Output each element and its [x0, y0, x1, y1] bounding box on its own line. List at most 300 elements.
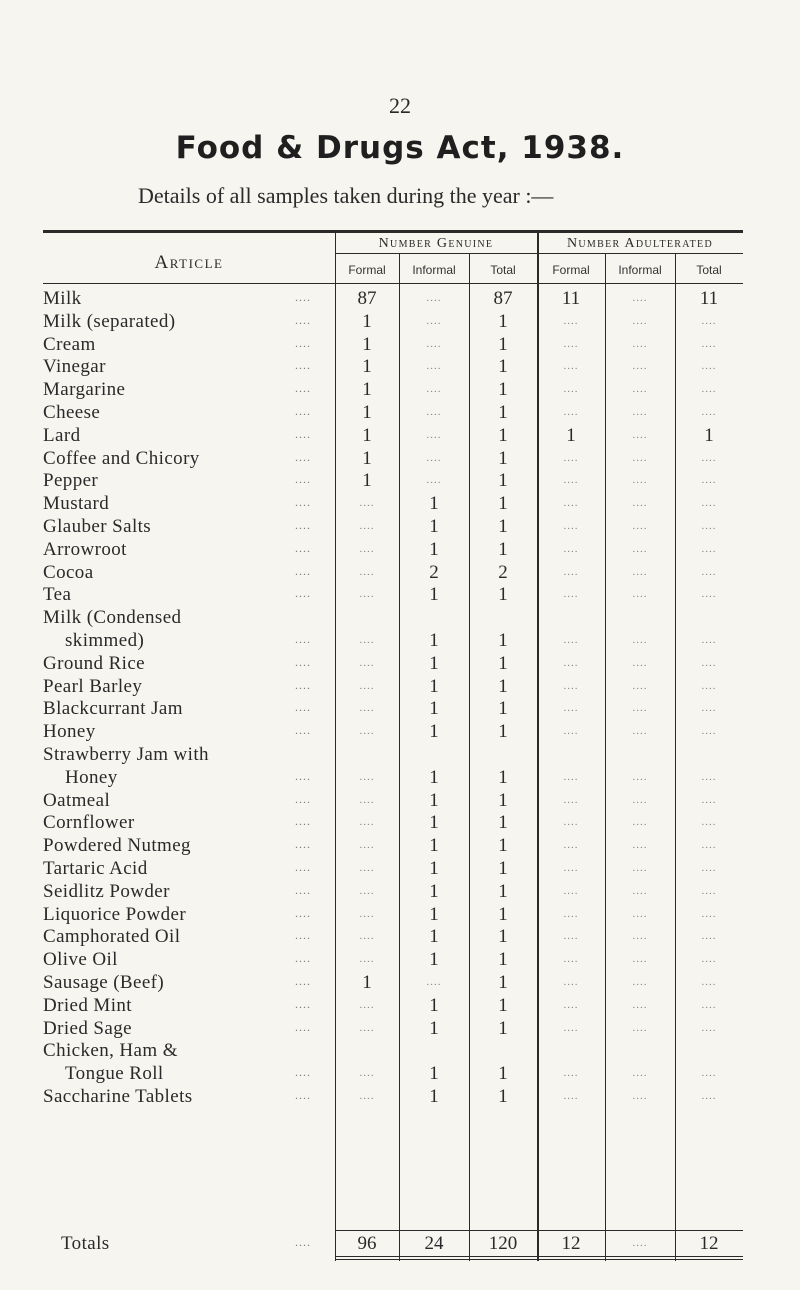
header-genuine-formal: Formal [348, 263, 386, 277]
cell-empty-marker: .... [701, 474, 717, 487]
cell-g-total: 1 [498, 629, 508, 651]
leader-dots: .... [295, 791, 311, 806]
cell-a-formal: 1 [566, 424, 576, 446]
table-row [43, 425, 743, 447]
cell-g-total: 1 [498, 835, 508, 857]
cell-empty-marker: .... [632, 907, 648, 920]
cell-g-total: 1 [498, 972, 508, 993]
cell-empty-marker: .... [359, 998, 375, 1011]
table-row [43, 949, 743, 971]
article-name: Sausage (Beef) [43, 972, 165, 993]
leader-dots: .... [295, 472, 311, 487]
cell-g-informal: 1 [429, 493, 439, 515]
header-number-adulterated: Number Adulterated [567, 236, 713, 251]
header-article: Article [154, 252, 224, 273]
cell-empty-marker: .... [701, 816, 717, 829]
cell-empty-marker: .... [563, 656, 579, 669]
cell-g-informal: 1 [429, 698, 439, 720]
cell-empty-marker: .... [701, 314, 717, 327]
article-name: Dried Sage [43, 1017, 132, 1039]
cell-g-informal: 1 [429, 903, 439, 925]
cell-empty-marker: .... [701, 542, 717, 555]
cell-empty-marker: .... [632, 520, 648, 532]
cell-empty-marker: .... [563, 406, 579, 418]
cell-g-total: 1 [498, 698, 508, 720]
cell-empty-marker: .... [701, 793, 717, 806]
cell-empty-marker: .... [701, 862, 717, 874]
cell-empty-marker: .... [701, 656, 717, 669]
cell-g-total: 1 [498, 880, 508, 902]
cell-empty-marker: .... [632, 314, 648, 327]
article-name: Cream [43, 333, 96, 355]
leader-dots: .... [295, 928, 311, 943]
page-number: 22 [389, 93, 411, 118]
cell-empty-marker: .... [632, 679, 648, 692]
cell-empty-marker: .... [632, 542, 648, 555]
totals-bottom-rule-2 [335, 1259, 743, 1260]
cell-g-informal: 1 [429, 652, 439, 674]
cell-g-informal: 1 [429, 926, 439, 948]
cell-g-formal: 1 [362, 356, 372, 378]
cell-empty-marker: .... [632, 588, 648, 601]
cell-empty-marker: .... [632, 1237, 648, 1249]
cell-empty-marker: .... [359, 839, 375, 852]
cell-empty-marker: .... [563, 976, 579, 988]
article-name: Oatmeal [43, 789, 111, 811]
cell-g-total: 1 [498, 766, 508, 788]
totals-top-rule [335, 1230, 743, 1231]
cell-empty-marker: .... [701, 588, 717, 601]
cell-empty-marker: .... [563, 793, 579, 806]
cell-empty-marker: .... [563, 679, 579, 692]
table-row [43, 448, 743, 470]
cell-empty-marker: .... [701, 565, 717, 578]
cell-g-informal: 1 [429, 1017, 439, 1039]
leader-dots: .... [295, 974, 311, 988]
cell-empty-marker: .... [632, 656, 648, 669]
cell-g-formal: 1 [362, 310, 372, 332]
table-row [43, 607, 743, 651]
article-name: Pearl Barley [43, 675, 143, 697]
cell-empty-marker: .... [426, 976, 442, 988]
cell-empty-marker: .... [563, 816, 579, 829]
table-row [43, 698, 743, 720]
table-row [43, 926, 743, 948]
leader-dots: .... [295, 404, 311, 418]
cell-empty-marker: .... [632, 1021, 648, 1034]
page-subtitle: Details of all samples taken during the year :— [138, 183, 554, 208]
cell-empty-marker: .... [359, 702, 375, 715]
table-row [43, 584, 743, 606]
table-row [43, 790, 743, 812]
cell-g-informal: 1 [429, 584, 439, 606]
cell-empty-marker: .... [701, 679, 717, 692]
cell-empty-marker: .... [632, 292, 648, 304]
table-row [43, 812, 743, 834]
leader-dots: .... [295, 335, 311, 350]
cell-empty-marker: .... [359, 725, 375, 738]
cell-a-total: 1 [704, 424, 714, 446]
cell-g-informal: 2 [429, 561, 439, 583]
article-name: Mustard [43, 493, 110, 515]
header-group-rule [335, 253, 743, 254]
cell-empty-marker: .... [563, 474, 579, 487]
cell-empty-marker: .... [359, 588, 375, 601]
cell-g-total: 1 [498, 424, 508, 446]
article-name: Liquorice Powder [43, 903, 187, 925]
cell-empty-marker: .... [701, 1090, 717, 1102]
table-row [43, 1040, 743, 1085]
cell-g-informal: 1 [429, 789, 439, 811]
cell-empty-marker: .... [563, 907, 579, 920]
cell-empty-marker: .... [359, 793, 375, 806]
article-name: Milk [43, 288, 82, 309]
cell-empty-marker: .... [632, 816, 648, 829]
total-a-formal: 12 [561, 1233, 581, 1254]
cell-empty-marker: .... [563, 930, 579, 943]
table-row [43, 1086, 743, 1108]
cell-empty-marker: .... [359, 816, 375, 829]
leader-dots: .... [295, 540, 311, 555]
article-name: Milk (separated) [43, 310, 176, 332]
cell-g-total: 1 [498, 402, 508, 423]
cell-g-total: 1 [498, 447, 508, 469]
cell-empty-marker: .... [701, 520, 717, 532]
cell-g-informal: 1 [429, 675, 439, 697]
cell-empty-marker: .... [701, 725, 717, 738]
cell-empty-marker: .... [563, 588, 579, 601]
cell-empty-marker: .... [701, 497, 717, 510]
cell-empty-marker: .... [632, 406, 648, 418]
cell-g-informal: 1 [429, 516, 439, 537]
cell-empty-marker: .... [359, 520, 375, 532]
cell-g-total: 1 [498, 1086, 508, 1107]
article-name: Milk (Condensed [43, 607, 182, 629]
cell-empty-marker: .... [701, 451, 717, 464]
article-name-cont: Honey [65, 766, 118, 788]
cell-g-total: 1 [498, 1063, 508, 1085]
cell-empty-marker: .... [632, 862, 648, 874]
article-name: Vinegar [43, 356, 106, 378]
cell-g-informal: 1 [429, 812, 439, 834]
leader-dots: .... [295, 1019, 311, 1034]
table-row [43, 904, 743, 926]
cell-empty-marker: .... [563, 633, 579, 646]
article-name: Coffee and Chicory [43, 447, 200, 469]
article-name: Chicken, Ham & [43, 1040, 178, 1062]
article-name: Tartaric Acid [43, 858, 148, 879]
leader-dots: .... [295, 996, 311, 1011]
cell-empty-marker: .... [632, 770, 648, 783]
header-bottom-rule [43, 283, 743, 284]
total-g-informal: 24 [424, 1233, 444, 1254]
table-row [43, 562, 743, 584]
cell-empty-marker: .... [359, 907, 375, 920]
article-name: Saccharine Tablets [43, 1086, 193, 1107]
leader-dots: .... [295, 518, 311, 532]
cell-empty-marker: .... [359, 565, 375, 578]
cell-empty-marker: .... [701, 907, 717, 920]
leader-dots: .... [295, 1065, 311, 1080]
cell-g-informal: 1 [429, 766, 439, 788]
cell-g-total: 1 [498, 789, 508, 811]
total-g-formal: 96 [357, 1233, 377, 1254]
header-adulterated-formal: Formal [552, 263, 590, 277]
cell-g-total: 1 [498, 675, 508, 697]
cell-empty-marker: .... [426, 337, 442, 350]
leader-dots: .... [295, 860, 311, 874]
leader-dots: .... [295, 723, 311, 738]
cell-empty-marker: .... [701, 633, 717, 646]
leader-dots: .... [295, 449, 311, 464]
leader-dots: .... [295, 1088, 311, 1102]
article-name: Glauber Salts [43, 516, 152, 537]
article-name: Seidlitz Powder [43, 880, 170, 902]
cell-empty-marker: .... [563, 702, 579, 715]
cell-empty-marker: .... [632, 976, 648, 988]
cell-empty-marker: .... [701, 1067, 717, 1080]
cell-empty-marker: .... [359, 862, 375, 874]
cell-empty-marker: .... [426, 428, 442, 441]
cell-empty-marker: .... [563, 839, 579, 852]
cell-empty-marker: .... [701, 360, 717, 373]
cell-empty-marker: .... [563, 314, 579, 327]
leader-dots: .... [295, 905, 311, 920]
cell-g-total: 1 [498, 310, 508, 332]
leader-dots: .... [295, 951, 311, 966]
cell-empty-marker: .... [563, 953, 579, 966]
cell-g-total: 1 [498, 903, 508, 925]
cell-g-informal: 1 [429, 994, 439, 1016]
table-row [43, 835, 743, 857]
cell-empty-marker: .... [426, 314, 442, 327]
cell-empty-marker: .... [563, 497, 579, 510]
cell-g-formal: 1 [362, 424, 372, 446]
cell-g-total: 1 [498, 538, 508, 560]
totals-bottom-rule [335, 1256, 743, 1257]
cell-empty-marker: .... [563, 451, 579, 464]
cell-g-total: 1 [498, 812, 508, 834]
cell-empty-marker: .... [632, 337, 648, 350]
cell-empty-marker: .... [359, 633, 375, 646]
cell-empty-marker: .... [359, 930, 375, 943]
cell-empty-marker: .... [701, 953, 717, 966]
article-name: Lard [43, 424, 81, 446]
totals-label: Totals [61, 1233, 110, 1254]
cell-g-informal: 1 [429, 1086, 439, 1107]
cell-empty-marker: .... [701, 406, 717, 418]
leader-dots: .... [295, 426, 311, 441]
cell-empty-marker: .... [632, 1090, 648, 1102]
leader-dots: .... [295, 563, 311, 578]
table-row [43, 470, 743, 492]
cell-g-informal: 1 [429, 538, 439, 560]
cell-g-total: 1 [498, 493, 508, 515]
leader-dots: .... [295, 677, 311, 692]
leader-dots: .... [295, 381, 311, 396]
header-adulterated-total: Total [696, 263, 722, 277]
cell-empty-marker: .... [359, 770, 375, 783]
table-top-rule [43, 230, 743, 233]
cell-g-total: 87 [493, 288, 513, 309]
cell-empty-marker: .... [632, 360, 648, 373]
article-name: Ground Rice [43, 652, 146, 674]
cell-g-total: 1 [498, 858, 508, 879]
table-row [43, 721, 743, 743]
cell-g-total: 1 [498, 356, 508, 378]
table-row [43, 402, 743, 424]
cell-empty-marker: .... [632, 725, 648, 738]
cell-empty-marker: .... [359, 656, 375, 669]
cell-empty-marker: .... [632, 702, 648, 715]
cell-empty-marker: .... [701, 884, 717, 897]
table-row [43, 311, 743, 333]
table-row [43, 995, 743, 1017]
article-name: Strawberry Jam with [43, 744, 209, 765]
cell-empty-marker: .... [701, 839, 717, 852]
cell-g-total: 1 [498, 926, 508, 948]
cell-a-formal: 11 [561, 288, 581, 309]
cell-g-informal: 1 [429, 835, 439, 857]
article-name: Margarine [43, 379, 126, 401]
cell-empty-marker: .... [701, 337, 717, 350]
cell-empty-marker: .... [563, 1090, 579, 1102]
article-name: Blackcurrant Jam [43, 698, 183, 720]
cell-empty-marker: .... [632, 1067, 648, 1080]
article-name: Tea [43, 584, 72, 606]
table-row [43, 676, 743, 698]
cell-empty-marker: .... [426, 406, 442, 418]
cell-g-formal: 1 [362, 470, 372, 492]
cell-empty-marker: .... [701, 770, 717, 783]
cell-empty-marker: .... [632, 497, 648, 510]
cell-g-informal: 1 [429, 721, 439, 743]
cell-empty-marker: .... [426, 474, 442, 487]
article-name-cont: skimmed) [65, 629, 145, 651]
cell-empty-marker: .... [359, 953, 375, 966]
header-genuine-informal: Informal [412, 263, 456, 277]
article-name: Powdered Nutmeg [43, 835, 191, 857]
cell-empty-marker: .... [359, 1090, 375, 1102]
article-name: Dried Mint [43, 994, 132, 1016]
table-row [43, 972, 743, 994]
cell-g-total: 1 [498, 949, 508, 971]
leader-dots: .... [295, 631, 311, 646]
cell-empty-marker: .... [426, 451, 442, 464]
cell-g-formal: 1 [362, 972, 372, 993]
table-row [43, 379, 743, 401]
cell-empty-marker: .... [563, 337, 579, 350]
samples-table [43, 230, 743, 1290]
cell-empty-marker: .... [359, 497, 375, 510]
cell-g-total: 1 [498, 584, 508, 606]
cell-empty-marker: .... [563, 1021, 579, 1034]
cell-a-total: 11 [699, 288, 719, 309]
cell-g-total: 2 [498, 561, 508, 583]
cell-empty-marker: .... [563, 862, 579, 874]
article-name: Cocoa [43, 561, 94, 583]
cell-empty-marker: .... [632, 793, 648, 806]
article-name: Cheese [43, 402, 101, 423]
cell-empty-marker: .... [563, 360, 579, 373]
cell-empty-marker: .... [632, 839, 648, 852]
table-row [43, 858, 743, 880]
cell-g-informal: 1 [429, 629, 439, 651]
article-name: Honey [43, 721, 96, 743]
leader-dots: .... [295, 290, 311, 304]
article-name: Cornflower [43, 812, 135, 834]
cell-empty-marker: .... [426, 383, 442, 396]
table-row [43, 334, 743, 356]
cell-empty-marker: .... [701, 930, 717, 943]
cell-g-total: 1 [498, 1017, 508, 1039]
table-row [43, 653, 743, 675]
cell-empty-marker: .... [701, 976, 717, 988]
article-name: Pepper [43, 470, 99, 492]
cell-g-total: 1 [498, 379, 508, 401]
total-g-total: 120 [488, 1233, 518, 1254]
cell-empty-marker: .... [563, 884, 579, 897]
cell-empty-marker: .... [563, 770, 579, 783]
cell-empty-marker: .... [632, 474, 648, 487]
leader-dots: .... [295, 814, 311, 829]
cell-empty-marker: .... [563, 383, 579, 396]
leader-dots: .... [295, 700, 311, 715]
cell-empty-marker: .... [632, 930, 648, 943]
cell-empty-marker: .... [359, 884, 375, 897]
table-row [43, 288, 743, 310]
header-number-genuine: Number Genuine [378, 236, 494, 251]
cell-empty-marker: .... [359, 542, 375, 555]
leader-dots: .... [295, 586, 311, 601]
cell-empty-marker: .... [426, 360, 442, 373]
leader-dots: .... [295, 768, 311, 783]
article-name: Arrowroot [43, 538, 127, 560]
cell-g-informal: 1 [429, 949, 439, 971]
table-row [43, 539, 743, 561]
header-adulterated-informal: Informal [618, 263, 662, 277]
cell-empty-marker: .... [563, 542, 579, 555]
leader-dots: .... [295, 495, 311, 510]
cell-empty-marker: .... [701, 383, 717, 396]
table-row [43, 493, 743, 515]
cell-empty-marker: .... [359, 1021, 375, 1034]
leader-dots: .... [295, 882, 311, 897]
table-row [43, 744, 743, 788]
table-row [43, 516, 743, 538]
leader-dots: .... [295, 654, 311, 669]
cell-g-total: 1 [498, 652, 508, 674]
cell-g-total: 1 [498, 333, 508, 355]
cell-empty-marker: .... [632, 998, 648, 1011]
cell-g-informal: 1 [429, 858, 439, 879]
cell-empty-marker: .... [563, 725, 579, 738]
leader-dots: .... [295, 358, 311, 373]
cell-empty-marker: .... [632, 884, 648, 897]
cell-g-informal: 1 [429, 1063, 439, 1085]
total-a-total: 12 [699, 1233, 719, 1254]
article-name-cont: Tongue Roll [65, 1063, 164, 1085]
cell-g-total: 1 [498, 994, 508, 1016]
cell-empty-marker: .... [632, 428, 648, 441]
table-row [43, 356, 743, 378]
cell-empty-marker: .... [632, 565, 648, 578]
cell-g-total: 1 [498, 721, 508, 743]
leader-dots: .... [295, 312, 311, 327]
cell-g-formal: 1 [362, 402, 372, 423]
leader-dots: .... [295, 837, 311, 852]
leader-dots: .... [295, 1235, 311, 1249]
